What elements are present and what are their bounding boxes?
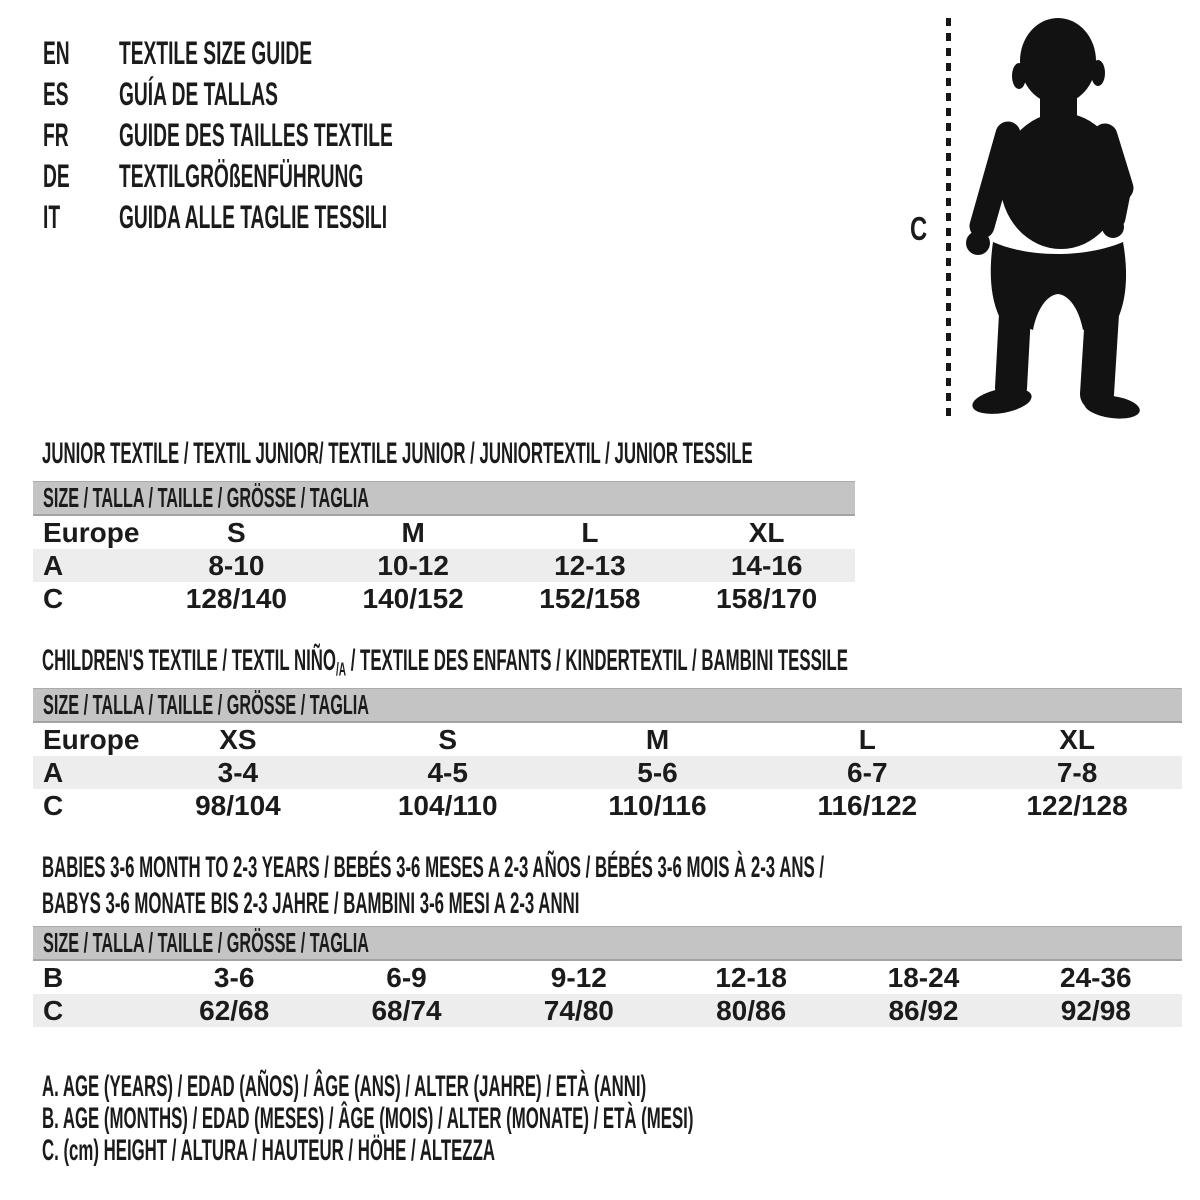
table-row-height bbox=[33, 789, 1182, 822]
toddler-silhouette-icon bbox=[963, 16, 1141, 420]
row-label: C bbox=[43, 582, 64, 614]
size-cell: 7-8 bbox=[1056, 756, 1098, 788]
row-label: C bbox=[43, 994, 64, 1026]
size-cell: 8-10 bbox=[208, 549, 265, 581]
size-cell: 122/128 bbox=[1026, 789, 1128, 821]
table-row-height bbox=[33, 994, 1182, 1027]
size-cell: 80/86 bbox=[716, 994, 787, 1026]
size-header-label: SIZE / TALLA / TAILLE / GRÖSSE / TAGLIA bbox=[43, 482, 370, 513]
table-row-height bbox=[33, 582, 855, 615]
language-row-de bbox=[43, 156, 575, 197]
legend-line-b: B. AGE (MONTHS) / EDAD (MESES) / ÂGE (MOIS) / ALTER (MONATE) / ETÀ (MESI) bbox=[42, 1102, 694, 1135]
size-cell: 116/122 bbox=[817, 789, 918, 821]
babies-size-table bbox=[33, 926, 1182, 1027]
table-row-months bbox=[33, 960, 1182, 994]
size-cell: 128/140 bbox=[185, 582, 287, 614]
legend-line-c: C. (cm) HEIGHT / ALTURA / HAUTEUR / HÖHE / ALTEZZA bbox=[42, 1134, 495, 1167]
language-row-fr bbox=[43, 115, 575, 156]
size-cell: 98/104 bbox=[195, 789, 281, 821]
size-cell: 74/80 bbox=[543, 994, 614, 1026]
size-cell: 68/74 bbox=[371, 994, 442, 1026]
junior-section-title: JUNIOR TEXTILE / TEXTIL JUNIOR/ TEXTILE JUNIOR / JUNIORTEXTIL / JUNIOR TESSILE bbox=[42, 437, 753, 470]
size-cell: XL bbox=[748, 516, 785, 548]
junior-size-table bbox=[33, 481, 855, 615]
size-cell: 6-9 bbox=[386, 961, 427, 993]
language-title: TEXTILGRÖßENFÜHRUNG bbox=[119, 158, 364, 194]
table-row-europe bbox=[33, 722, 1182, 756]
language-title: GUIDE DES TAILLES TEXTILE bbox=[119, 117, 393, 153]
language-list bbox=[43, 33, 575, 238]
size-cell: M bbox=[401, 516, 425, 548]
language-row-es bbox=[43, 74, 575, 115]
size-cell: 158/170 bbox=[716, 582, 818, 614]
measurement-legend bbox=[42, 1071, 1200, 1167]
height-measure-label: C bbox=[910, 210, 928, 247]
legend-line-a: A. AGE (YEARS) / EDAD (AÑOS) / ÂGE (ANS) / ALTER (JAHRE) / ETÀ (ANNI) bbox=[42, 1070, 647, 1103]
size-cell: 140/152 bbox=[362, 582, 464, 614]
size-cell: 62/68 bbox=[199, 994, 270, 1026]
size-cell: XS bbox=[219, 723, 257, 755]
row-label: Europe bbox=[43, 516, 140, 548]
size-cell: 3-6 bbox=[213, 961, 255, 993]
language-title: TEXTILE SIZE GUIDE bbox=[119, 35, 313, 71]
size-cell: L bbox=[581, 516, 599, 548]
size-cell: 110/116 bbox=[608, 789, 707, 821]
height-dashed-line bbox=[946, 18, 951, 416]
size-cell: 3-4 bbox=[217, 756, 259, 788]
size-cell: 9-12 bbox=[550, 961, 607, 993]
language-code: ES bbox=[43, 76, 69, 112]
child-figure-area bbox=[890, 0, 1160, 440]
size-cell: 24-36 bbox=[1060, 961, 1132, 993]
size-header-label: SIZE / TALLA / TAILLE / GRÖSSE / TAGLIA bbox=[43, 927, 370, 958]
language-code: IT bbox=[43, 199, 61, 235]
row-label: C bbox=[43, 789, 64, 821]
children-section-title: CHILDREN'S TEXTILE / TEXTIL $NIÑO_{/A}$ / TEXTILE DES ENFANTS / KINDERTEXTIL / BAMBINI TESSILE bbox=[42, 644, 848, 680]
size-cell: S bbox=[438, 723, 458, 755]
size-cell: 18-24 bbox=[887, 961, 960, 993]
table-row-europe bbox=[33, 515, 855, 549]
size-cell: 86/92 bbox=[888, 994, 959, 1026]
row-label: Europe bbox=[43, 723, 140, 755]
row-label: A bbox=[43, 756, 64, 788]
row-label: B bbox=[43, 961, 64, 993]
size-header-bar bbox=[33, 689, 1182, 723]
size-cell: 12-18 bbox=[715, 961, 787, 993]
nino-a-subscript: /A bbox=[335, 659, 347, 680]
size-cell: 6-7 bbox=[847, 756, 888, 788]
size-cell: 5-6 bbox=[637, 756, 678, 788]
size-cell: 92/98 bbox=[1060, 994, 1131, 1026]
language-title: GUÍA DE TALLAS bbox=[119, 76, 278, 112]
language-code: FR bbox=[43, 117, 69, 153]
size-cell: 104/110 bbox=[397, 789, 498, 821]
language-code: EN bbox=[43, 35, 70, 71]
size-cell: 14-16 bbox=[730, 549, 803, 581]
babies-section-title: BABIES 3-6 MONTH TO 2-3 YEARS / BEBÉS 3-6 MESES A 2-3 AÑOS / BÉBÉS 3-6 MOIS À 2-3 ANS / BABYS 3-6 MONATE BIS 2-3 JAHRE / BAMBINI 3-6 MESI A 2-3 ANNI bbox=[42, 851, 825, 920]
row-label: A bbox=[43, 549, 64, 581]
size-cell: XL bbox=[1059, 723, 1095, 755]
size-header-label: SIZE / TALLA / TAILLE / GRÖSSE / TAGLIA bbox=[43, 689, 370, 720]
children-size-table bbox=[33, 688, 1182, 822]
size-cell: 10-12 bbox=[377, 549, 449, 581]
size-cell: 152/158 bbox=[539, 582, 641, 614]
size-header-bar bbox=[33, 927, 1182, 961]
table-row-age bbox=[33, 756, 1182, 789]
size-cell: 12-13 bbox=[554, 549, 626, 581]
size-cell: S bbox=[227, 516, 246, 548]
language-row-en bbox=[43, 33, 575, 74]
language-title: GUIDA ALLE TAGLIE TESSILI bbox=[119, 199, 388, 235]
language-row-it bbox=[43, 197, 575, 238]
size-cell: M bbox=[645, 723, 670, 755]
size-header-bar bbox=[33, 482, 855, 516]
language-code: DE bbox=[43, 158, 70, 194]
size-cell: L bbox=[858, 723, 876, 755]
table-row-age bbox=[33, 549, 855, 582]
size-cell: 4-5 bbox=[427, 756, 468, 788]
